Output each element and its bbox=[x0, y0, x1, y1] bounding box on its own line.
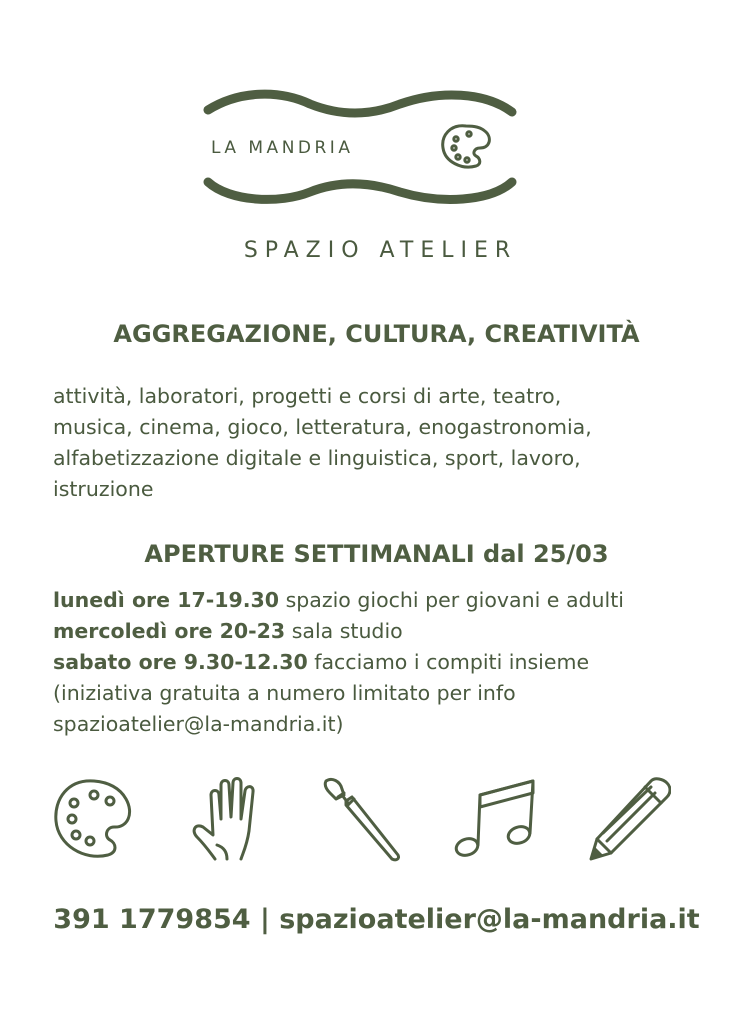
schedule-item bbox=[53, 585, 713, 616]
schedule-when: sabato ore 9.30-12.30 bbox=[53, 650, 308, 674]
contact-line: 391 1779854 | spazioatelier@la-mandria.it bbox=[53, 904, 700, 935]
paintbrush-icon bbox=[322, 775, 408, 865]
activities-line: attività, laboratori, progetti e corsi di arte, teatro, bbox=[53, 384, 562, 408]
logo-palette-icon bbox=[443, 126, 490, 167]
schedule-note: (iniziativa gratuita a numero limitato per info bbox=[53, 681, 516, 705]
schedule-item bbox=[53, 616, 713, 647]
schedule-note-email: spazioatelier@la-mandria.it) bbox=[53, 712, 344, 736]
music-note-icon bbox=[453, 775, 539, 865]
openings-title: APERTURE SETTIMANALI dal 25/03 bbox=[144, 540, 609, 568]
schedule-what: facciamo i compiti insieme bbox=[307, 650, 590, 674]
hand-icon bbox=[187, 775, 273, 865]
schedule-item bbox=[53, 647, 713, 678]
schedule-when: mercoledì ore 20-23 bbox=[53, 619, 286, 643]
schedule-what: spazio giochi per giovani e adulti bbox=[279, 588, 624, 612]
activities-line: musica, cinema, gioco, letteratura, enogastronomia, bbox=[53, 415, 592, 439]
pencil-icon bbox=[585, 775, 671, 865]
activities-line: istruzione bbox=[53, 477, 154, 501]
activities-line: alfabetizzazione digitale e linguistica, sport, lavoro, bbox=[53, 446, 581, 470]
logo-wordmark: LA MANDRIA bbox=[211, 138, 354, 158]
schedule-list bbox=[53, 585, 713, 740]
schedule-when: lunedì ore 17-19.30 bbox=[53, 588, 280, 612]
activities-text bbox=[53, 381, 713, 505]
schedule-what: sala studio bbox=[285, 619, 403, 643]
subtitle: SPAZIO ATELIER bbox=[243, 238, 518, 263]
headline: AGGREGAZIONE, CULTURA, CREATIVITÀ bbox=[113, 320, 640, 348]
palette-icon bbox=[50, 775, 136, 865]
